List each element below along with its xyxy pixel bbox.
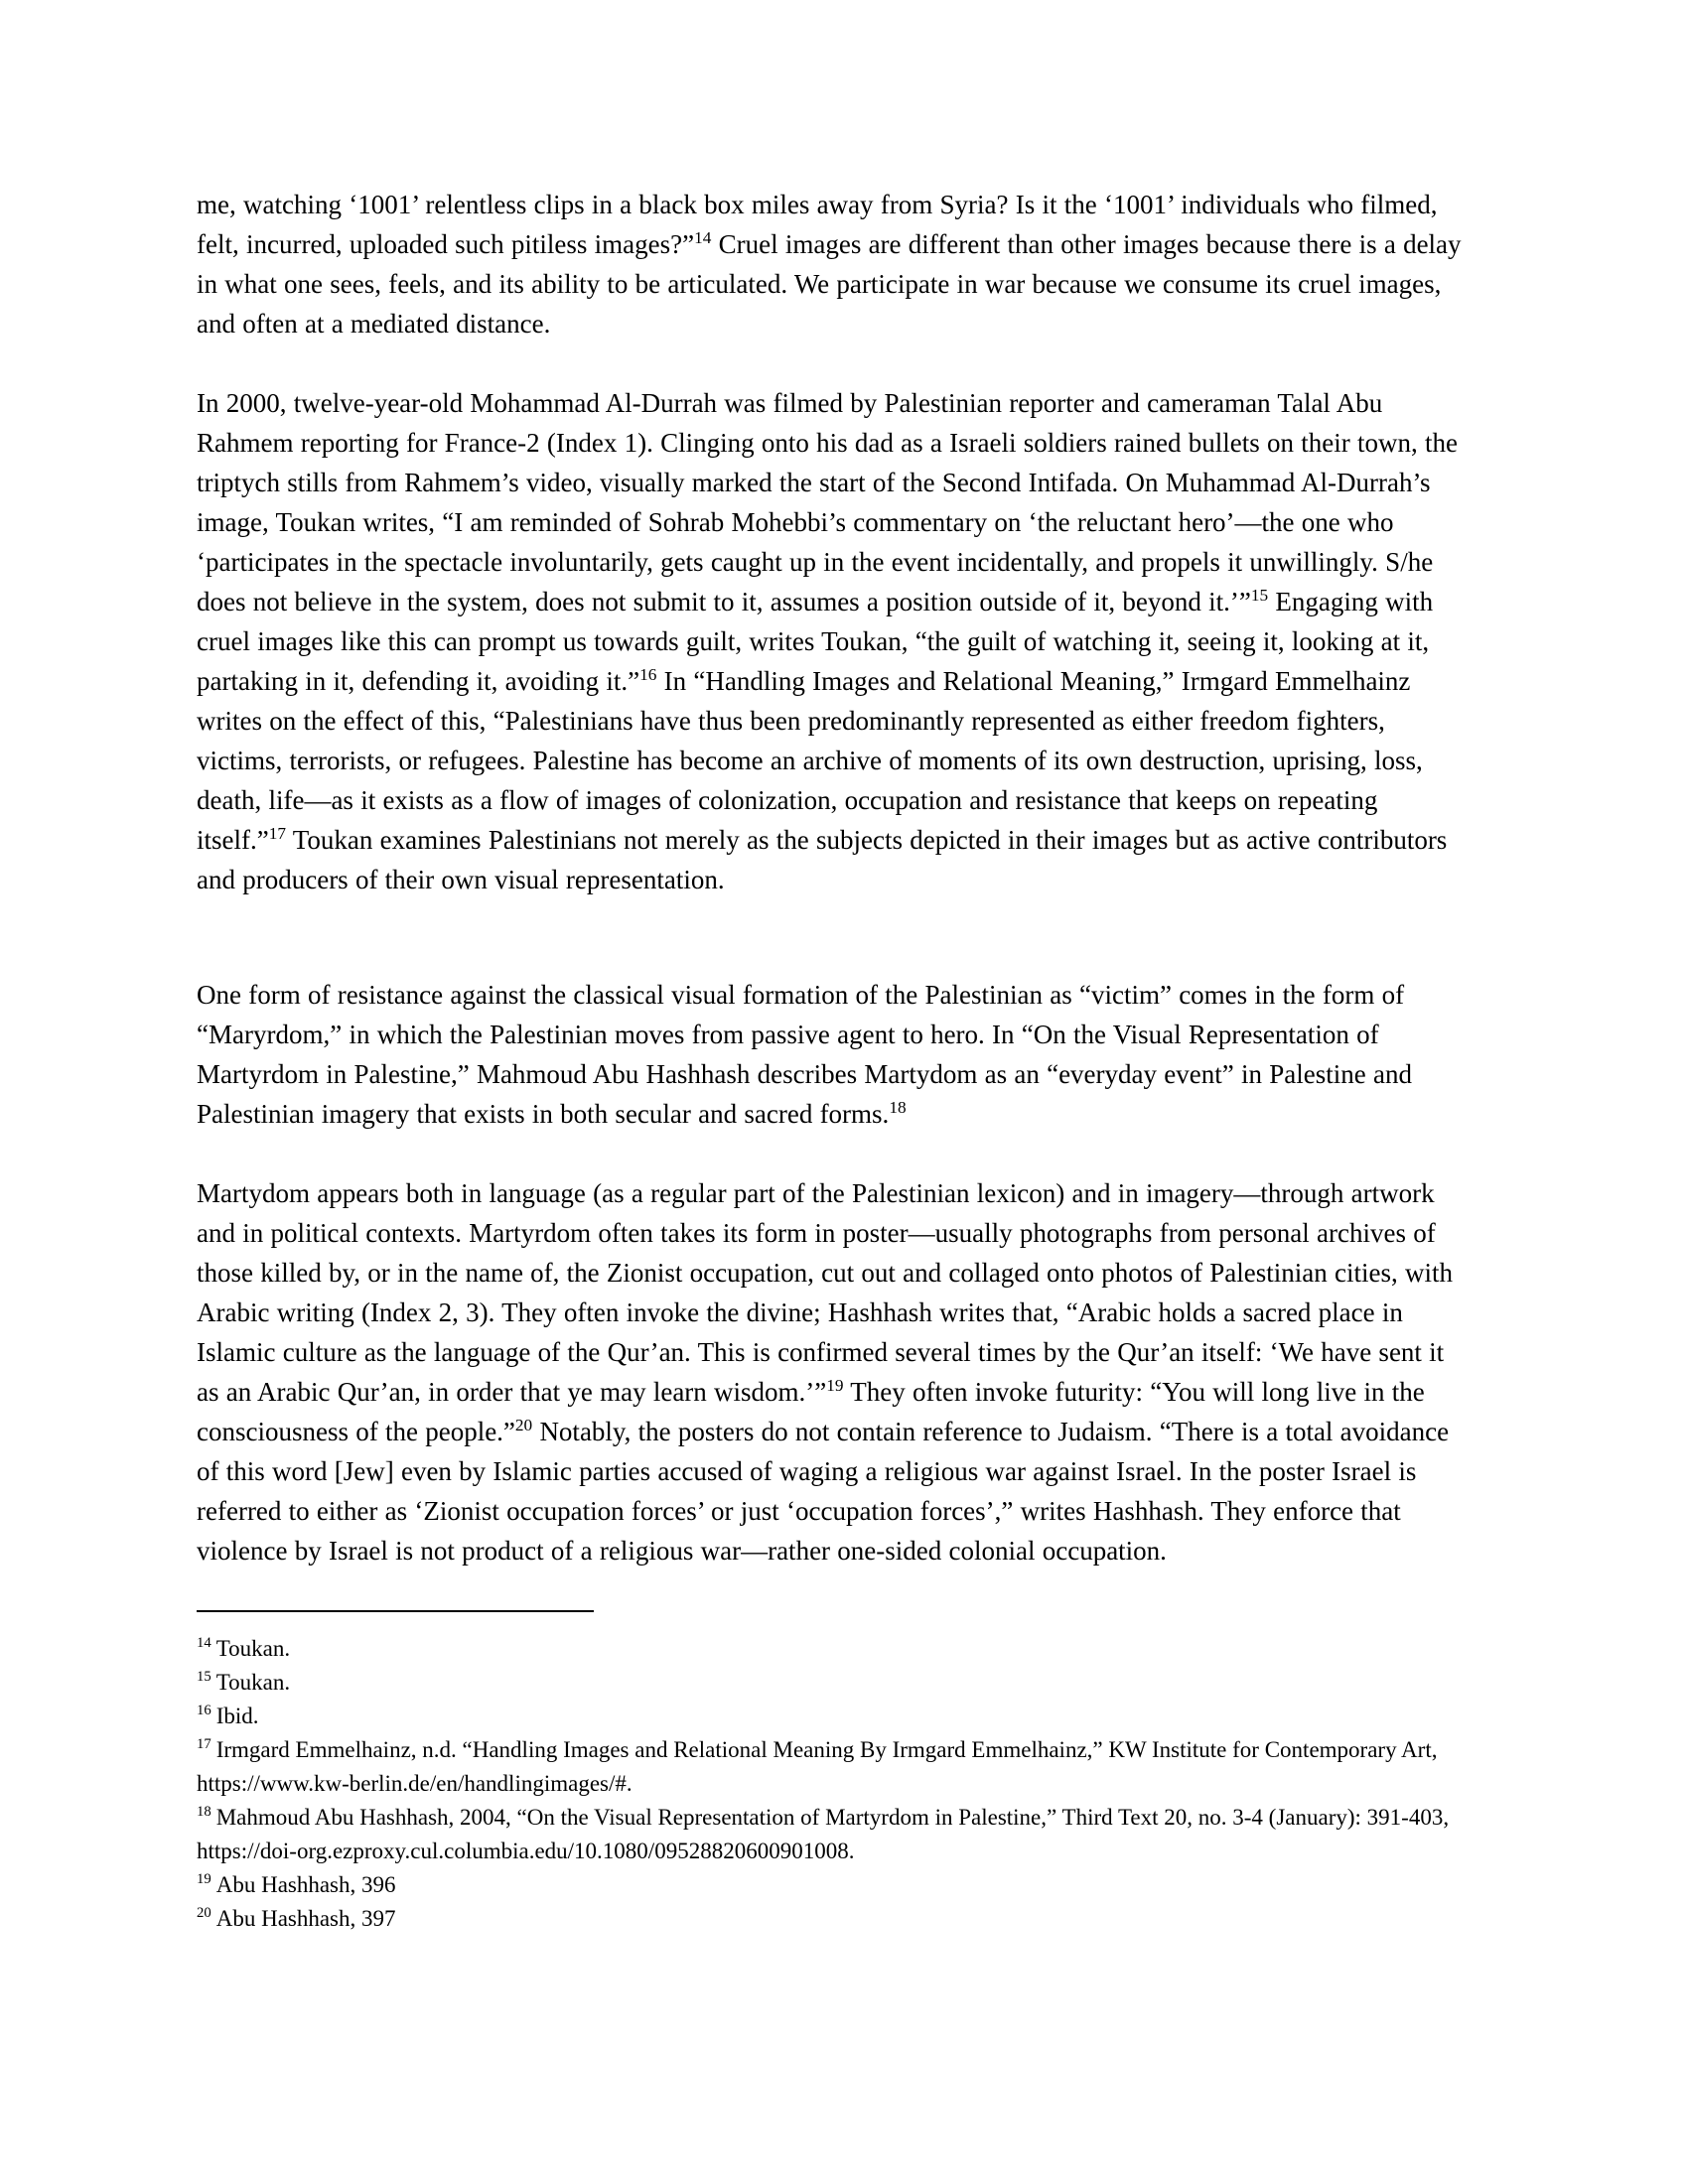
paragraph-text: One form of resistance against the classical visual formation of the Palestinian as “victim” comes in the form of “Maryrdom,” in which the Palestinian moves from passive agent to hero. In “On the Visual Representation of Martyrdom in Palestine,” Mahmoud Abu Hashhash describes Martydom as an “everyday event” in Palestine and Palestinian imagery that exists in both secular and sacred forms. (197, 980, 1412, 1129)
footnote-text: Irmgard Emmelhainz, n.d. “Handling Images and Relational Meaning By Irmgard Emmelhainz,” KW Institute for Contemporary Art, https://www.kw-berlin.de/en/handlingimages/#. (197, 1737, 1438, 1796)
footnote-text: Ibid. (215, 1704, 259, 1728)
footnote-reference: 19 (826, 1376, 844, 1395)
paragraph-text: They often invoke futurity: “You will long live in the consciousness of the people.” (197, 1377, 1425, 1446)
paragraph (197, 975, 1468, 1134)
footnote-reference: 14 (694, 228, 712, 247)
paragraph-text: Notably, the posters do not contain reference to Judaism. “There is a total avoidance of this word [Jew] even by Islamic parties accused of waging a religious war against Israel. In the poster Israel is referred to either as ‘Zionist occupation forces’ or just ‘occupation forces’,” writes Hashhash. They enforce that violence by Israel is not product of a religious war—rather one-sided colonial occupation. (197, 1417, 1450, 1566)
footnote-text: Abu Hashhash, 397 (215, 1906, 396, 1931)
footnote-text: Abu Hashhash, 396 (215, 1872, 396, 1897)
paragraph-text: In 2000, twelve-year-old Mohammad Al-Durrah was filmed by Palestinian reporter and cameraman Talal Abu Rahmem reporting for France-2 (Index 1). Clinging onto his dad as a Israeli soldiers rained bullets on their town, the triptych stills from Rahmem’s video, visually marked the start of the Second Intifada. On Muhammad Al-Durrah’s image, Toukan writes, “I am reminded of Sohrab Mohebbi’s commentary on ‘the reluctant hero’—the one who ‘participates in the spectacle involuntarily, gets caught up in the event incidentally, and propels it unwillingly. S/he does not believe in the system, does not submit to it, assumes a position outside of it, beyond it.’” (197, 388, 1458, 616)
footnote-item (197, 1868, 1468, 1902)
footnote-marker: 19 (197, 1871, 211, 1888)
paragraph-text: Engaging with cruel images like this can prompt us towards guilt, writes Toukan, “the guilt of watching it, seeing it, looking at it, partaking in it, defending it, avoiding it.” (197, 587, 1434, 696)
footnote-marker: 17 (197, 1736, 211, 1753)
footnote-marker: 18 (197, 1804, 211, 1821)
paragraph (197, 185, 1468, 343)
footnote-reference: 17 (268, 824, 286, 843)
footnote-text: Toukan. (215, 1670, 291, 1695)
footnote-separator (197, 1610, 594, 1612)
paragraph-text: me, watching ‘1001’ relentless clips in a black box miles away from Syria? Is it the ‘1001’ individuals who filmed, felt, incurred, uploaded such pitiless images?” (197, 190, 1438, 259)
footnote-marker: 16 (197, 1703, 211, 1719)
footnote-reference: 20 (514, 1416, 533, 1434)
footnote-marker: 15 (197, 1669, 211, 1686)
paragraph-text: In “Handling Images and Relational Meaning,” Irmgard Emmelhainz writes on the effect of this, “Palestinians have thus been predominantly represented as either freedom fighters, victims, terrorists, or refugees. Palestine has become an archive of moments of its own destruction, uprising, loss, death, life—as it exists as a flow of images of colonization, occupation and resistance that keeps on repeating itself.” (197, 666, 1423, 855)
footnote-item (197, 1801, 1468, 1868)
paragraph-text: Cruel images are different than other images because there is a delay in what one sees, feels, and its ability to be articulated. We participate in war because we consume its cruel images, and often at a mediated distance. (197, 229, 1462, 339)
footnote-reference: 16 (639, 665, 657, 684)
paragraph (197, 1173, 1468, 1570)
footnote-item (197, 1700, 1468, 1733)
footnote-marker: 20 (197, 1905, 211, 1922)
footnote-item (197, 1666, 1468, 1700)
footnote-text: Toukan. (215, 1636, 291, 1661)
footnote-item (197, 1632, 1468, 1666)
paragraph-text: Toukan examines Palestinians not merely as the subjects depicted in their images but as active contributors and producers of their own visual representation. (197, 825, 1448, 894)
footnote-marker: 14 (197, 1635, 211, 1652)
body-text (197, 185, 1468, 1570)
footnote-item (197, 1733, 1468, 1801)
footnote-reference: 15 (1250, 586, 1269, 605)
footnote-text: Mahmoud Abu Hashhash, 2004, “On the Visual Representation of Martyrdom in Palestine,” Third Text 20, no. 3-4 (January): 391-403, https://doi-org.ezproxy.cul.columbia.edu/10.1080/09528820600901008. (197, 1805, 1450, 1863)
paragraph (197, 383, 1468, 899)
footnotes-section (197, 1632, 1468, 1936)
footnote-item (197, 1902, 1468, 1936)
paragraph-text: Martydom appears both in language (as a regular part of the Palestinian lexicon) and in imagery—through artwork and in political contexts. Martyrdom often takes its form in poster—usually photographs from personal archives of those killed by, or in the name of, the Zionist occupation, cut out and collaged onto photos of Palestinian cities, with Arabic writing (Index 2, 3). They often invoke the divine; Hashhash writes that, “Arabic holds a sacred place in Islamic culture as the language of the Qur’an. This is confirmed several times by the Qur’an itself: ‘We have sent it as an Arabic Qur’an, in order that ye may learn wisdom.’” (197, 1178, 1453, 1407)
footnote-reference: 18 (889, 1098, 907, 1117)
